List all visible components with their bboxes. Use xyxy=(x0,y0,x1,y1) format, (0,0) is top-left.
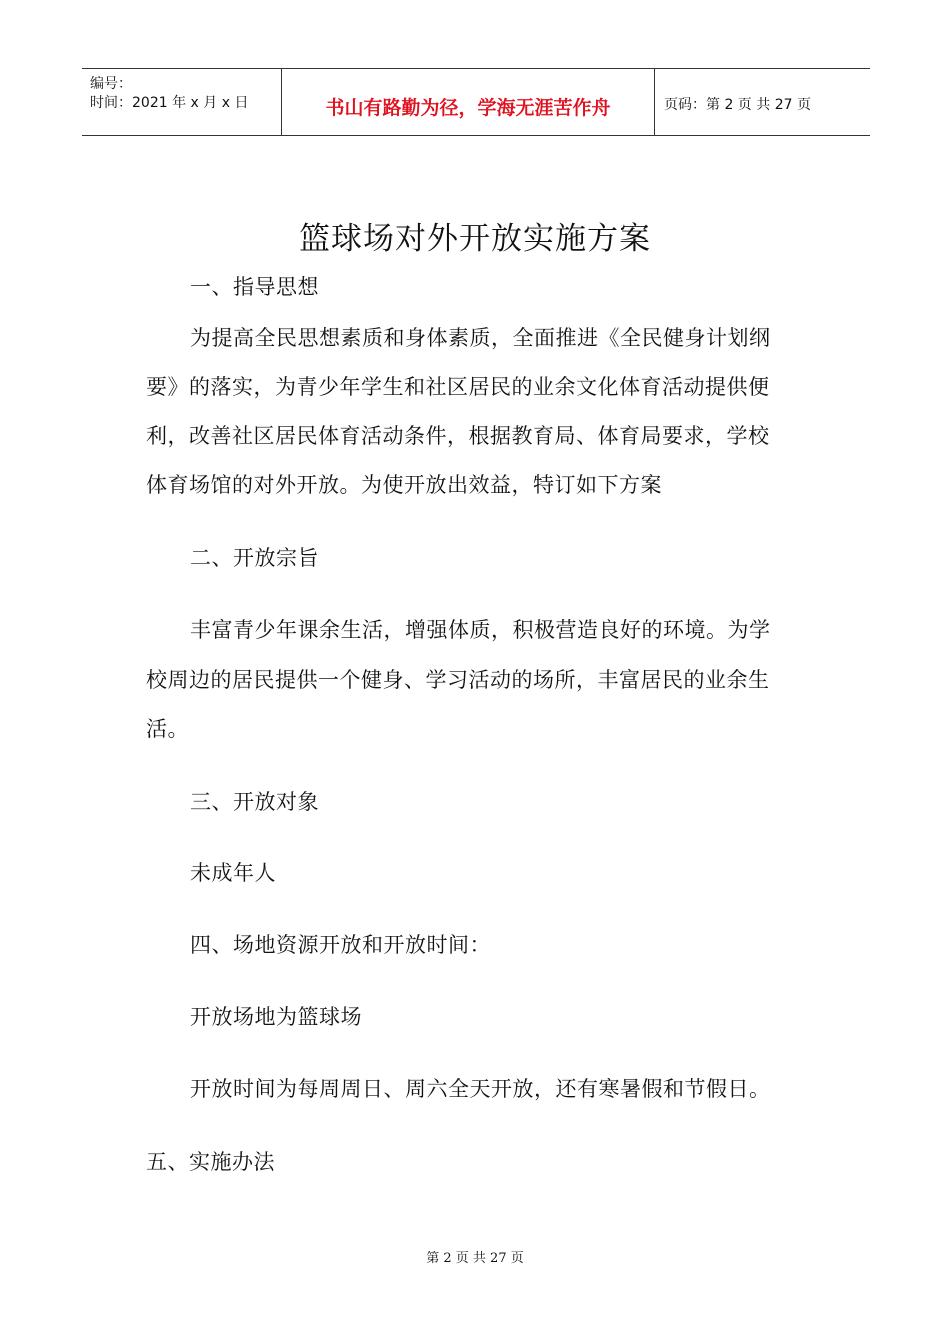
header-info-cell xyxy=(82,69,282,135)
paragraph-line: 开放时间为每周周日、周六全天开放，还有寒暑假和节假日。 xyxy=(190,1077,771,1101)
paragraph-line: 体育场馆的对外开放。为使开放出效益，特订如下方案 xyxy=(146,473,662,497)
page-footer: 第 2 页 共 27 页 xyxy=(426,1251,524,1266)
paragraph-line: 为提高全民思想素质和身体素质，全面推进《全民健身计划纲 xyxy=(190,326,771,350)
header-page-cell xyxy=(655,69,870,135)
paragraph-line: 校周边的居民提供一个健身、学习活动的场所，丰富居民的业余生 xyxy=(146,668,770,692)
document-title: 篮球场对外开放实施方案 xyxy=(299,221,651,257)
paragraph-line: 要》的落实，为青少年学生和社区居民的业余文化体育活动提供便 xyxy=(146,375,770,399)
section-heading: 五、实施办法 xyxy=(146,1150,275,1174)
header-page-info: 页码：第 2 页 共 27 页 xyxy=(664,97,811,113)
paragraph-line: 丰富青少年课余生活，增强体质，积极营造良好的环境。为学 xyxy=(190,618,771,642)
section-heading: 四、场地资源开放和开放时间： xyxy=(190,933,491,957)
paragraph-line: 利，改善社区居民体育活动条件，根据教育局、体育局要求，学校 xyxy=(146,424,770,448)
header-table xyxy=(82,68,870,136)
document-number-label: 编号： xyxy=(90,76,132,92)
section-heading: 三、开放对象 xyxy=(190,790,319,814)
section-heading: 二、开放宗旨 xyxy=(190,546,319,570)
paragraph-line: 开放场地为篮球场 xyxy=(190,1005,362,1029)
paragraph-line: 未成年人 xyxy=(190,861,276,885)
document-date: 时间：2021 年 x 月 x 日 xyxy=(90,95,249,111)
header-motto: 书山有路勤为径，学海无涯苦作舟 xyxy=(325,97,611,119)
header-motto-cell xyxy=(282,69,655,135)
paragraph-line: 活。 xyxy=(146,717,189,741)
section-heading: 一、指导思想 xyxy=(190,275,319,299)
